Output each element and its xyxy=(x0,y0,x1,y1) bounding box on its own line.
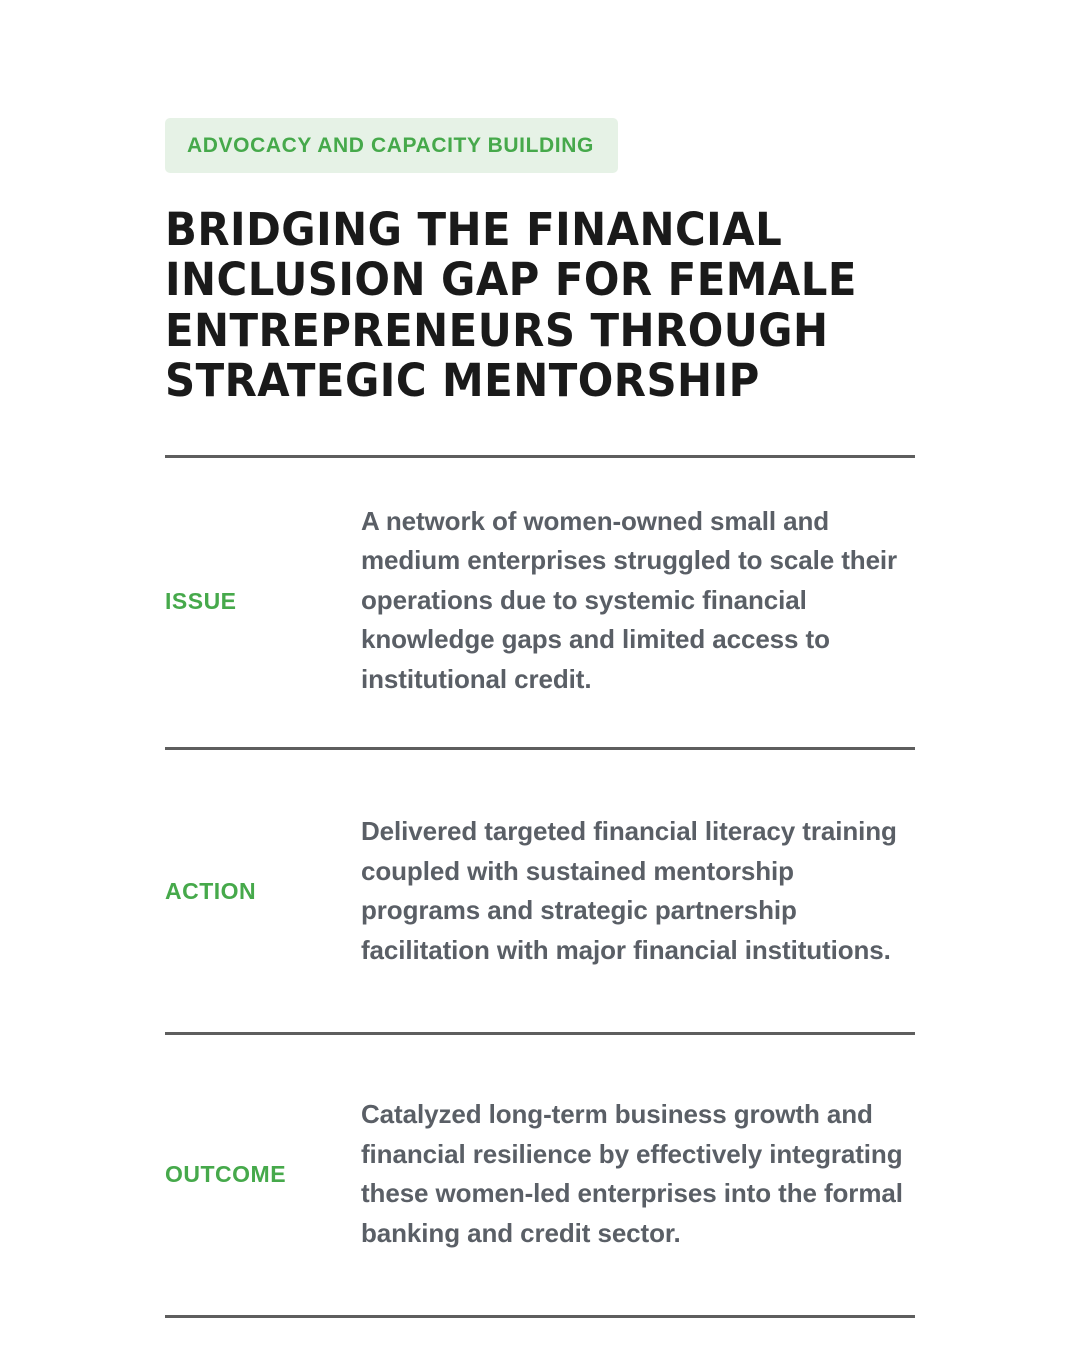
row-text-outcome: Catalyzed long-term business growth and financial resilience by effectively integrating these women-led enterprises into the formal banking and credit sector. xyxy=(361,1099,903,1248)
row-text-issue: A network of women-owned small and medium enterprises struggled to scale their operations due to systemic financial knowledge gaps and limited access to institutional credit. xyxy=(361,505,898,694)
row-issue xyxy=(165,458,915,748)
row-text-action: Delivered targeted financial literacy training coupled with sustained mentorship programs and strategic partnership facilitation with major financial institutions. xyxy=(361,816,897,965)
divider-bottom xyxy=(165,1315,915,1318)
row-label-issue: ISSUE xyxy=(165,587,237,614)
row-outcome xyxy=(165,1035,915,1315)
category-badge: ADVOCACY AND CAPACITY BUILDING xyxy=(165,118,618,173)
row-label-outcome: OUTCOME xyxy=(165,1161,287,1188)
page-title: BRIDGING THE FINANCIAL INCLUSION GAP FOR FEMALE ENTREPRENEURS THROUGH STRATEGIC MENTORSHIP xyxy=(165,203,857,408)
row-action xyxy=(165,750,915,1032)
row-label-action: ACTION xyxy=(165,878,257,905)
